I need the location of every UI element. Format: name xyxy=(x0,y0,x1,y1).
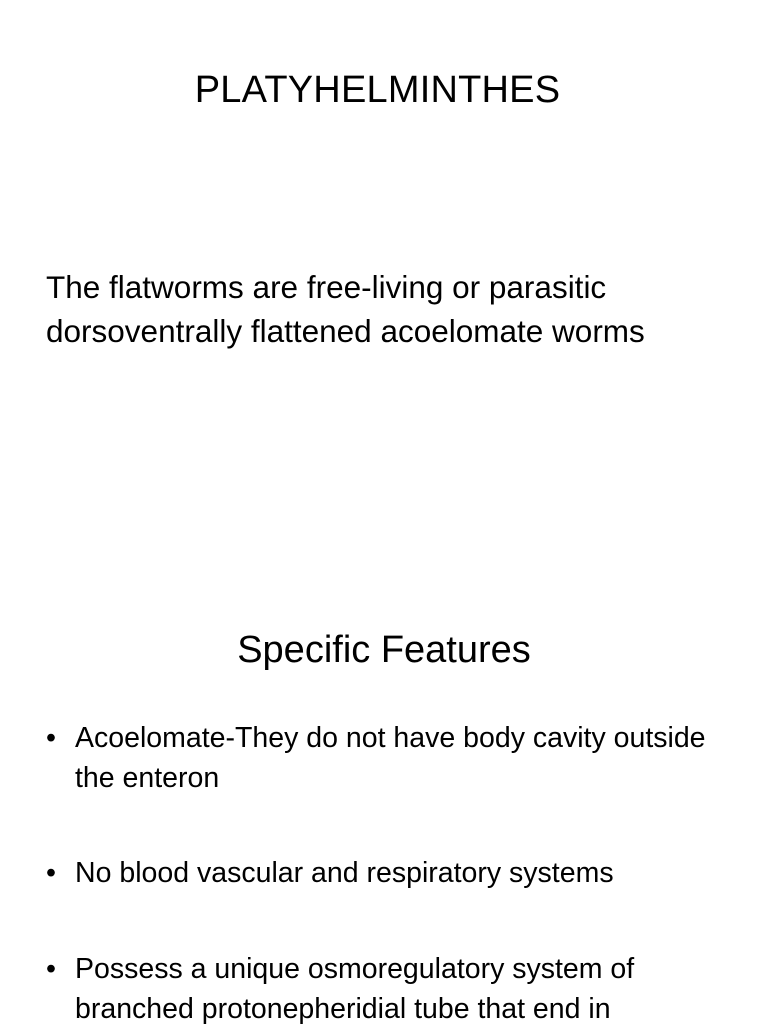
bullet-icon: • xyxy=(46,953,56,985)
bullet-text: Acoelomate-They do not have body cavity outside the enteron xyxy=(75,722,706,794)
bullet-icon: • xyxy=(46,857,56,889)
slide-title: PLATYHELMINTHES xyxy=(194,69,561,111)
list-item xyxy=(46,718,746,798)
section-title: Specific Features xyxy=(237,629,531,671)
list-item xyxy=(46,949,746,1024)
bullet-text: No blood vascular and respiratory systems xyxy=(75,857,614,889)
list-item xyxy=(46,853,746,893)
bullet-icon: • xyxy=(46,722,56,754)
bullet-text: Possess a unique osmoregulatory system of branched protonepheridial tube that end in xyxy=(75,953,635,1024)
slide-body-text: The flatworms are free-living or parasitic dorsoventrally flattened acoelomate worms xyxy=(46,269,645,349)
